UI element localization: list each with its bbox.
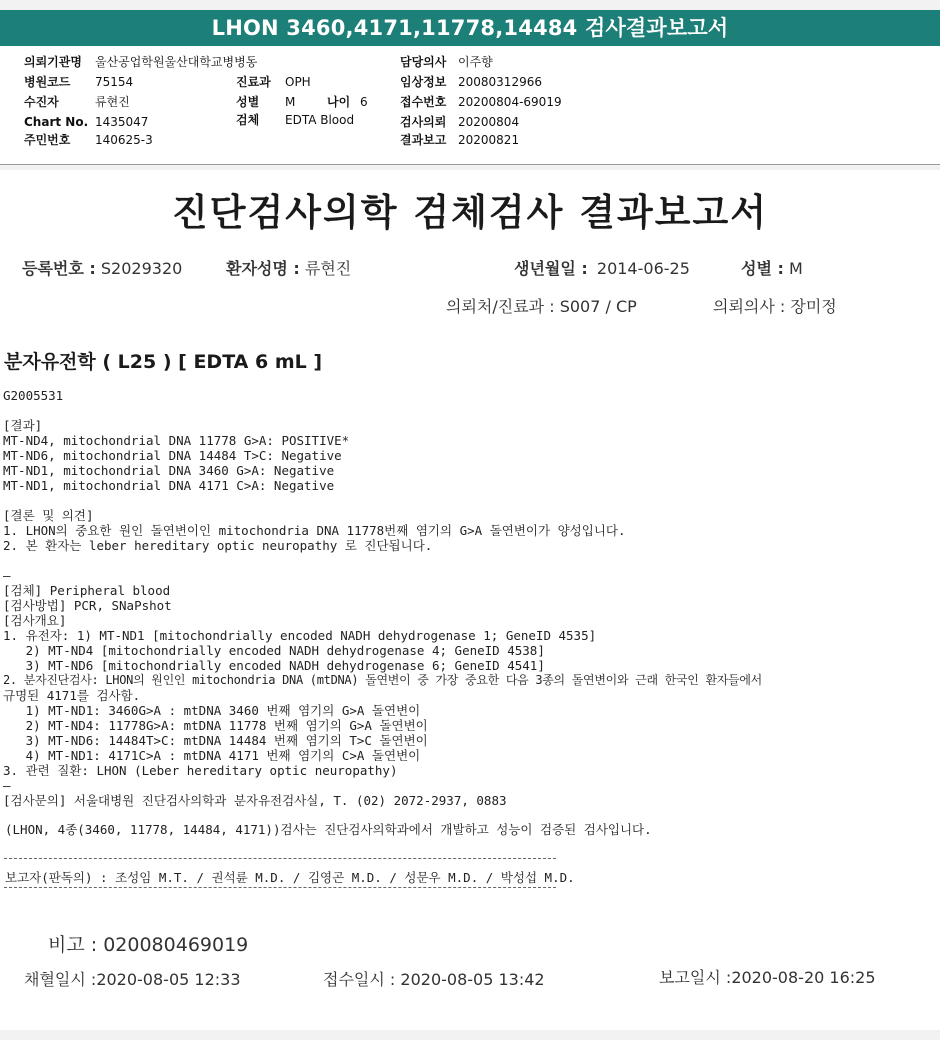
method-line: [검사방법] PCR, SNaPshot xyxy=(3,598,172,613)
results-header: [결과] xyxy=(3,418,43,433)
method-line: [검사개요] xyxy=(3,613,67,628)
specimen-value: EDTA Blood xyxy=(285,113,355,127)
report-time xyxy=(659,965,876,988)
method-line: 3) MT-ND6: 14484T>C: mtDNA 14484 번째 염기의 T>C 돌연변이 xyxy=(3,733,428,748)
reporters-line: 보고자(판독의) : 조성임 M.T. / 권석륜 M.D. / 김영곤 M.D. / 성문우 M.D. / 박성섭 M.D. xyxy=(5,870,575,885)
birth-date-label: 생년월일 : xyxy=(514,259,588,278)
conclusion-line: 2. 본 환자는 leber hereditary optic neuropathy 로 진단됩니다. xyxy=(3,538,433,553)
sex-label: 성별 xyxy=(236,95,260,109)
method-line: 4) MT-ND1: 4171C>A : mtDNA 4171 번째 염기의 C>A 돌연변이 xyxy=(3,748,421,763)
specimen-label: 검체 xyxy=(236,113,260,127)
dept-label: 진료과 xyxy=(236,75,271,89)
receipt-label: 접수번호 xyxy=(400,95,447,109)
method-line: 3. 관련 질환: LHON (Leber hereditary optic neuropathy) xyxy=(3,763,398,778)
clinical-value: 20080312966 xyxy=(458,75,542,89)
institution-value: 울산공업학원울산대학교병병동 xyxy=(95,55,258,69)
divider xyxy=(4,887,556,888)
collector-label: 수진자 xyxy=(24,95,59,109)
receipt-time xyxy=(323,967,545,990)
patient-sex-value: M xyxy=(788,259,803,278)
section-title: 분자유전학 ( L25 ) [ EDTA 6 mL ] xyxy=(4,351,323,373)
referral-doctor: 의뢰의사 : 장미정 xyxy=(713,297,837,316)
divider xyxy=(4,858,556,859)
collection-value: 2020-08-05 12:33 xyxy=(96,970,241,989)
method-line: 1. 유전자: 1) MT-ND1 [mitochondrially encoded NADH dehydrogenase 1; GeneID 4535] xyxy=(3,628,597,643)
doctor-label: 담당의사 xyxy=(400,55,447,69)
age-label: 나이 xyxy=(327,95,351,109)
method-line: 2) MT-ND4 [mitochondrially encoded NADH dehydrogenase 4; GeneID 4538] xyxy=(3,643,545,658)
chart-label: Chart No. xyxy=(24,115,89,129)
remark-label: 비고 : xyxy=(48,934,98,956)
dept-value: OPH xyxy=(285,75,311,89)
patient-info-panel xyxy=(0,46,940,165)
receipt-value: 20200804-69019 xyxy=(458,95,562,109)
report-date-label: 결과보고 xyxy=(400,133,447,147)
result-line: MT-ND4, mitochondrial DNA 11778 G>A: POSITIVE* xyxy=(3,433,350,448)
chart-value: 1435047 xyxy=(95,115,149,129)
report-title: 진단검사의학 검체검사 결과보고서 xyxy=(172,191,768,234)
report-time-label: 보고일시 : xyxy=(659,968,732,987)
collector-value: 류현진 xyxy=(95,95,130,109)
patient-name-label: 환자성명 : xyxy=(226,259,300,278)
birth-date xyxy=(514,256,690,279)
reg-no-label: 등록번호 : xyxy=(22,259,96,278)
banner-title: LHON 3460,4171,11778,14484 검사결과보고서 xyxy=(211,16,729,40)
request-label: 검사의뢰 xyxy=(400,115,447,129)
resident-value: 140625-3 xyxy=(95,133,153,147)
method-line: [검체] Peripheral blood xyxy=(3,583,171,598)
institution-label: 의뢰기관명 xyxy=(24,55,82,69)
patient-name-value: 류현진 xyxy=(304,259,352,278)
method-line: 2) MT-ND4: 11778G>A: mtDNA 11778 번째 염기의 G>A 돌연변이 xyxy=(3,718,428,733)
method-line: 규명된 4171를 검사함. xyxy=(3,688,141,703)
patient-name xyxy=(226,256,351,279)
remark-value: 020080469019 xyxy=(103,934,249,956)
method-line: 1) MT-ND1: 3460G>A : mtDNA 3460 번째 염기의 G>A 돌연변이 xyxy=(3,703,421,718)
separator-dash: — xyxy=(3,568,11,583)
referral-dept: 의뢰처/진료과 : S007 / CP xyxy=(446,297,637,316)
hospital-code-label: 병원코드 xyxy=(24,75,71,89)
report-banner xyxy=(0,10,940,46)
remark xyxy=(48,930,248,957)
receipt-time-label: 접수일시 : xyxy=(323,970,396,989)
specimen-code: G2005531 xyxy=(3,388,64,403)
reg-no xyxy=(22,256,182,279)
receipt-time-value: 2020-08-05 13:42 xyxy=(400,970,545,989)
doctor-value: 이주향 xyxy=(458,55,493,69)
result-line: MT-ND1, mitochondrial DNA 4171 C>A: Negative xyxy=(3,478,335,493)
conclusion-line: 1. LHON의 중요한 원인 돌연변이인 mitochondria DNA 11778번째 염기의 G>A 돌연변이가 양성입니다. xyxy=(3,523,626,538)
inquiry-line: [검사문의] 서울대병원 진단검사의학과 분자유전검사실, T. (02) 2072-2937, 0883 xyxy=(3,793,507,808)
collection-time xyxy=(24,967,241,990)
method-line: 2. 분자진단검사: LHON의 원인인 mitochondria DNA (mtDNA) 돌연변이 중 가장 중요한 다음 3종의 돌연변이와 근래 한국인 환자들에서 xyxy=(3,673,762,687)
patient-sex xyxy=(741,256,803,279)
conclusion-header: [결론 및 의견] xyxy=(3,508,94,523)
result-line: MT-ND6, mitochondrial DNA 14484 T>C: Negative xyxy=(3,448,342,463)
request-value: 20200804 xyxy=(458,115,520,129)
report-date-value: 20200821 xyxy=(458,133,520,147)
reg-no-value: S2029320 xyxy=(100,259,183,278)
patient-sex-label: 성별 : xyxy=(741,259,784,278)
hospital-code-value: 75154 xyxy=(95,75,134,89)
collection-label: 채혈일시 : xyxy=(24,970,97,989)
clinical-label: 임상정보 xyxy=(400,75,447,89)
result-line: MT-ND1, mitochondrial DNA 3460 G>A: Negative xyxy=(3,463,335,478)
resident-label: 주민번호 xyxy=(24,133,71,147)
method-line: 3) MT-ND6 [mitochondrially encoded NADH dehydrogenase 6; GeneID 4541] xyxy=(3,658,545,673)
developed-note: (LHON, 4종(3460, 11778, 14484, 4171))검사는 진단검사의학과에서 개발하고 성능이 검증된 검사입니다. xyxy=(5,822,652,837)
sex-value: M xyxy=(285,95,296,109)
report-time-value: 2020-08-20 16:25 xyxy=(731,968,876,987)
birth-date-value: 2014-06-25 xyxy=(596,259,690,278)
result-report xyxy=(0,170,940,1030)
separator-dash: — xyxy=(3,778,11,793)
age-value: 6 xyxy=(360,95,368,109)
